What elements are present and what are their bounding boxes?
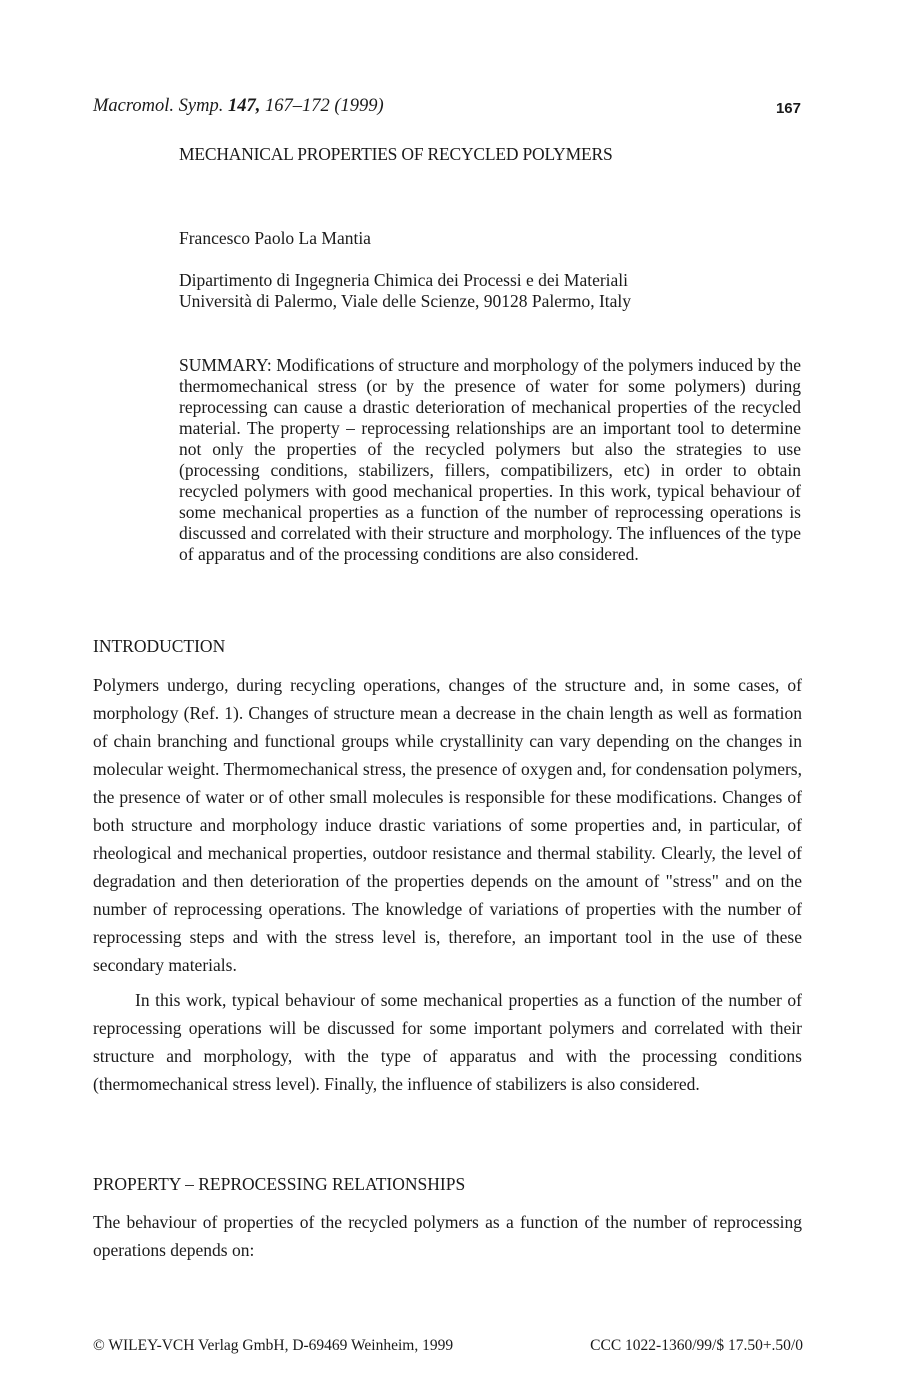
property-reprocessing-heading: PROPERTY – REPROCESSING RELATIONSHIPS <box>93 1174 466 1194</box>
page-number: 167 <box>775 100 801 117</box>
introduction-paragraph-2: In this work, typical behaviour of some mechanical properties as a function of the number of reprocessing operations will be discussed for some important polymers and correlated with their structure and morphology, with the type of apparatus and with the processing conditions (thermomechanical stress level). Finally, the influence of stabilizers is also considered. <box>93 990 802 1094</box>
property-reprocessing-paragraph-1: The behaviour of properties of the recycled polymers as a function of the number of reprocessing operations depends on: <box>93 1212 802 1260</box>
author-affiliation <box>179 270 631 312</box>
affiliation-line-1: Dipartimento di Ingegneria Chimica dei Processi e dei Materiali <box>179 270 629 290</box>
ccc-code-footer: CCC 1022-1360/99/$ 17.50+.50/0 <box>590 1337 803 1354</box>
paper-title: MECHANICAL PROPERTIES OF RECYCLED POLYMERS <box>179 144 613 164</box>
journal-pages-year: 167–172 (1999) <box>264 96 384 116</box>
author-name: Francesco Paolo La Mantia <box>179 228 371 248</box>
introduction-heading: INTRODUCTION <box>93 636 226 656</box>
summary-abstract: SUMMARY: Modifications of structure and morphology of the polymers induced by the thermomechanical stress (or by the presence of water for some polymers) during reprocessing can cause a drastic deterioration of mechanical properties of the recycled material. The property – reprocessing relationships are an important tool to determine not only the properties of the recycled polymers but also the strategies to use (processing conditions, stabilizers, fillers, compatibilizers, etc) in order to obtain recycled polymers with good mechanical properties. In this work, typical behaviour of some mechanical properties as a function of the number of reprocessing operations is discussed and correlated with their structure and morphology. The influences of the type of apparatus and of the processing conditions are also considered. <box>179 355 801 564</box>
introduction-paragraph-1: Polymers undergo, during recycling operations, changes of the structure and, in some cases, of morphology (Ref. 1). Changes of structure mean a decrease in the chain length as well as formation of chain branching and functional groups while crystallinity can vary depending on the changes in molecular weight. Thermomechanical stress, the presence of oxygen and, for condensation polymers, the presence of water or of other small molecules is responsible for these modifications. Changes of both structure and morphology induce drastic variations of some properties and, in particular, of rheological and mechanical properties, outdoor resistance and thermal stability. Clearly, the level of degradation and then deterioration of the properties depends on the amount of "stress" and on the number of reprocessing operations. The knowledge of variations of properties with the number of reprocessing steps and with the stress level is, therefore, an important tool in the use of these secondary materials. <box>93 675 802 975</box>
journal-volume: 147, <box>227 96 261 116</box>
journal-citation <box>93 96 384 117</box>
affiliation-line-2: Università di Palermo, Viale delle Scienze, 90128 Palermo, Italy <box>179 291 632 311</box>
journal-name: Macromol. Symp. <box>93 96 224 116</box>
copyright-footer: © WILEY-VCH Verlag GmbH, D-69469 Weinheim, 1999 <box>93 1337 454 1354</box>
